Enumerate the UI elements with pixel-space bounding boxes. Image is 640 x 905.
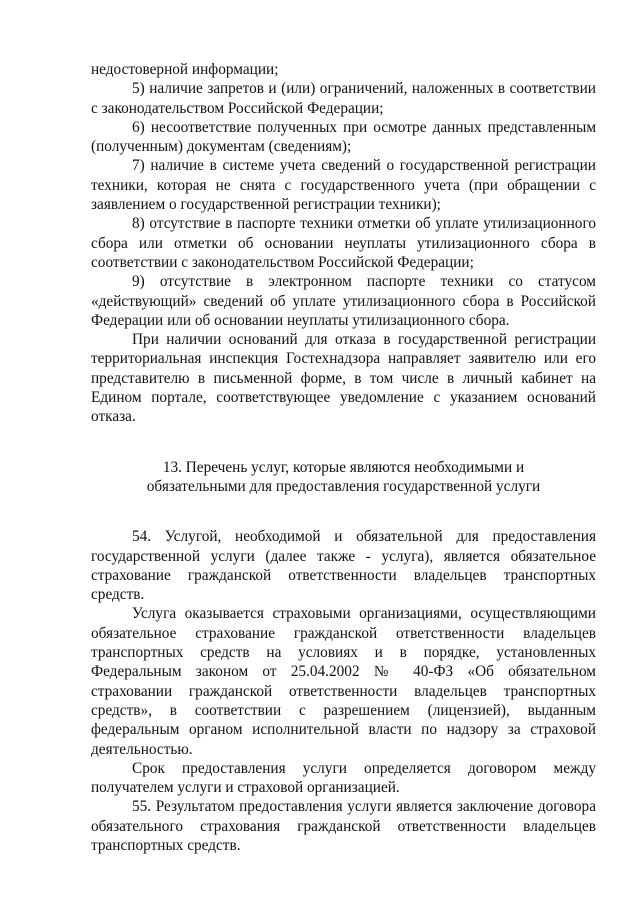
section-heading-line-1: 13. Перечень услуг, которые являются необходимыми и: [162, 458, 525, 476]
paragraph-refusal-notice: При наличии оснований для отказа в государственной регистрации территориальная инспекция Гостехнадзора направляет заявителю или его представителю в письменной форме, в том числе в личный кабинет на Едином портале, соответствующее уведомление с указанием оснований отказа.: [91, 331, 596, 426]
paragraph-insurers: Услуга оказывается страховыми организациями, осуществляющими обязательное страхование гражданской ответственности владельцев транспортных средств на условиях и в порядке, установленных Федеральным законом от 25.04.2002 № 40-ФЗ «Об обязательном страховании гражданской ответственности владельцев транспортных средств», в соответствии с разрешением (лицензией), выданным федеральным органом исполнительной власти по надзору за страховой деятельностью.: [91, 605, 596, 758]
document-page: [91, 60, 596, 855]
list-item-7: 7) наличие в системе учета сведений о государственной регистрации техники, которая не снята с государственного учета (при обращении с заявлением о государственной регистрации техники);: [91, 157, 596, 214]
paragraph-continuation: недостоверной информации;: [91, 61, 279, 78]
section-heading-line-2: обязательными для предоставления государственной услуги: [146, 477, 541, 495]
paragraph-55: 55. Результатом предоставления услуги является заключение договора обязательного страхования гражданской ответственности владельцев транспортных средств.: [91, 798, 596, 854]
list-item-6: 6) несоответствие полученных при осмотре данных представленным (полученным) документам (сведениям);: [91, 118, 596, 156]
list-item-9: 9) отсутствие в электронном паспорте техники со статусом «действующий» сведений об уплате утилизационного сбора в Российской Федерации или об основании неуплаты утилизационного сбора.: [91, 273, 596, 329]
paragraph-54: 54. Услугой, необходимой и обязательной для предоставления государственной услуги (далее также - услуга), является обязательное страхование гражданской ответственности владельцев транспортных средств.: [91, 528, 596, 604]
list-item-5: 5) наличие запретов и (или) ограничений, наложенных в соответствии с законодательством Российской Федерации;: [91, 80, 596, 117]
paragraph-term: Срок предоставления услуги определяется договором между получателем услуги и страховой организацией.: [91, 759, 596, 797]
section-heading: [91, 458, 596, 497]
list-item-8: 8) отсутствие в паспорте техники отметки об уплате утилизационного сбора или отметки об основании неуплаты утилизационного сбора в соответствии с законодательством Российской Федерации;: [91, 215, 596, 271]
